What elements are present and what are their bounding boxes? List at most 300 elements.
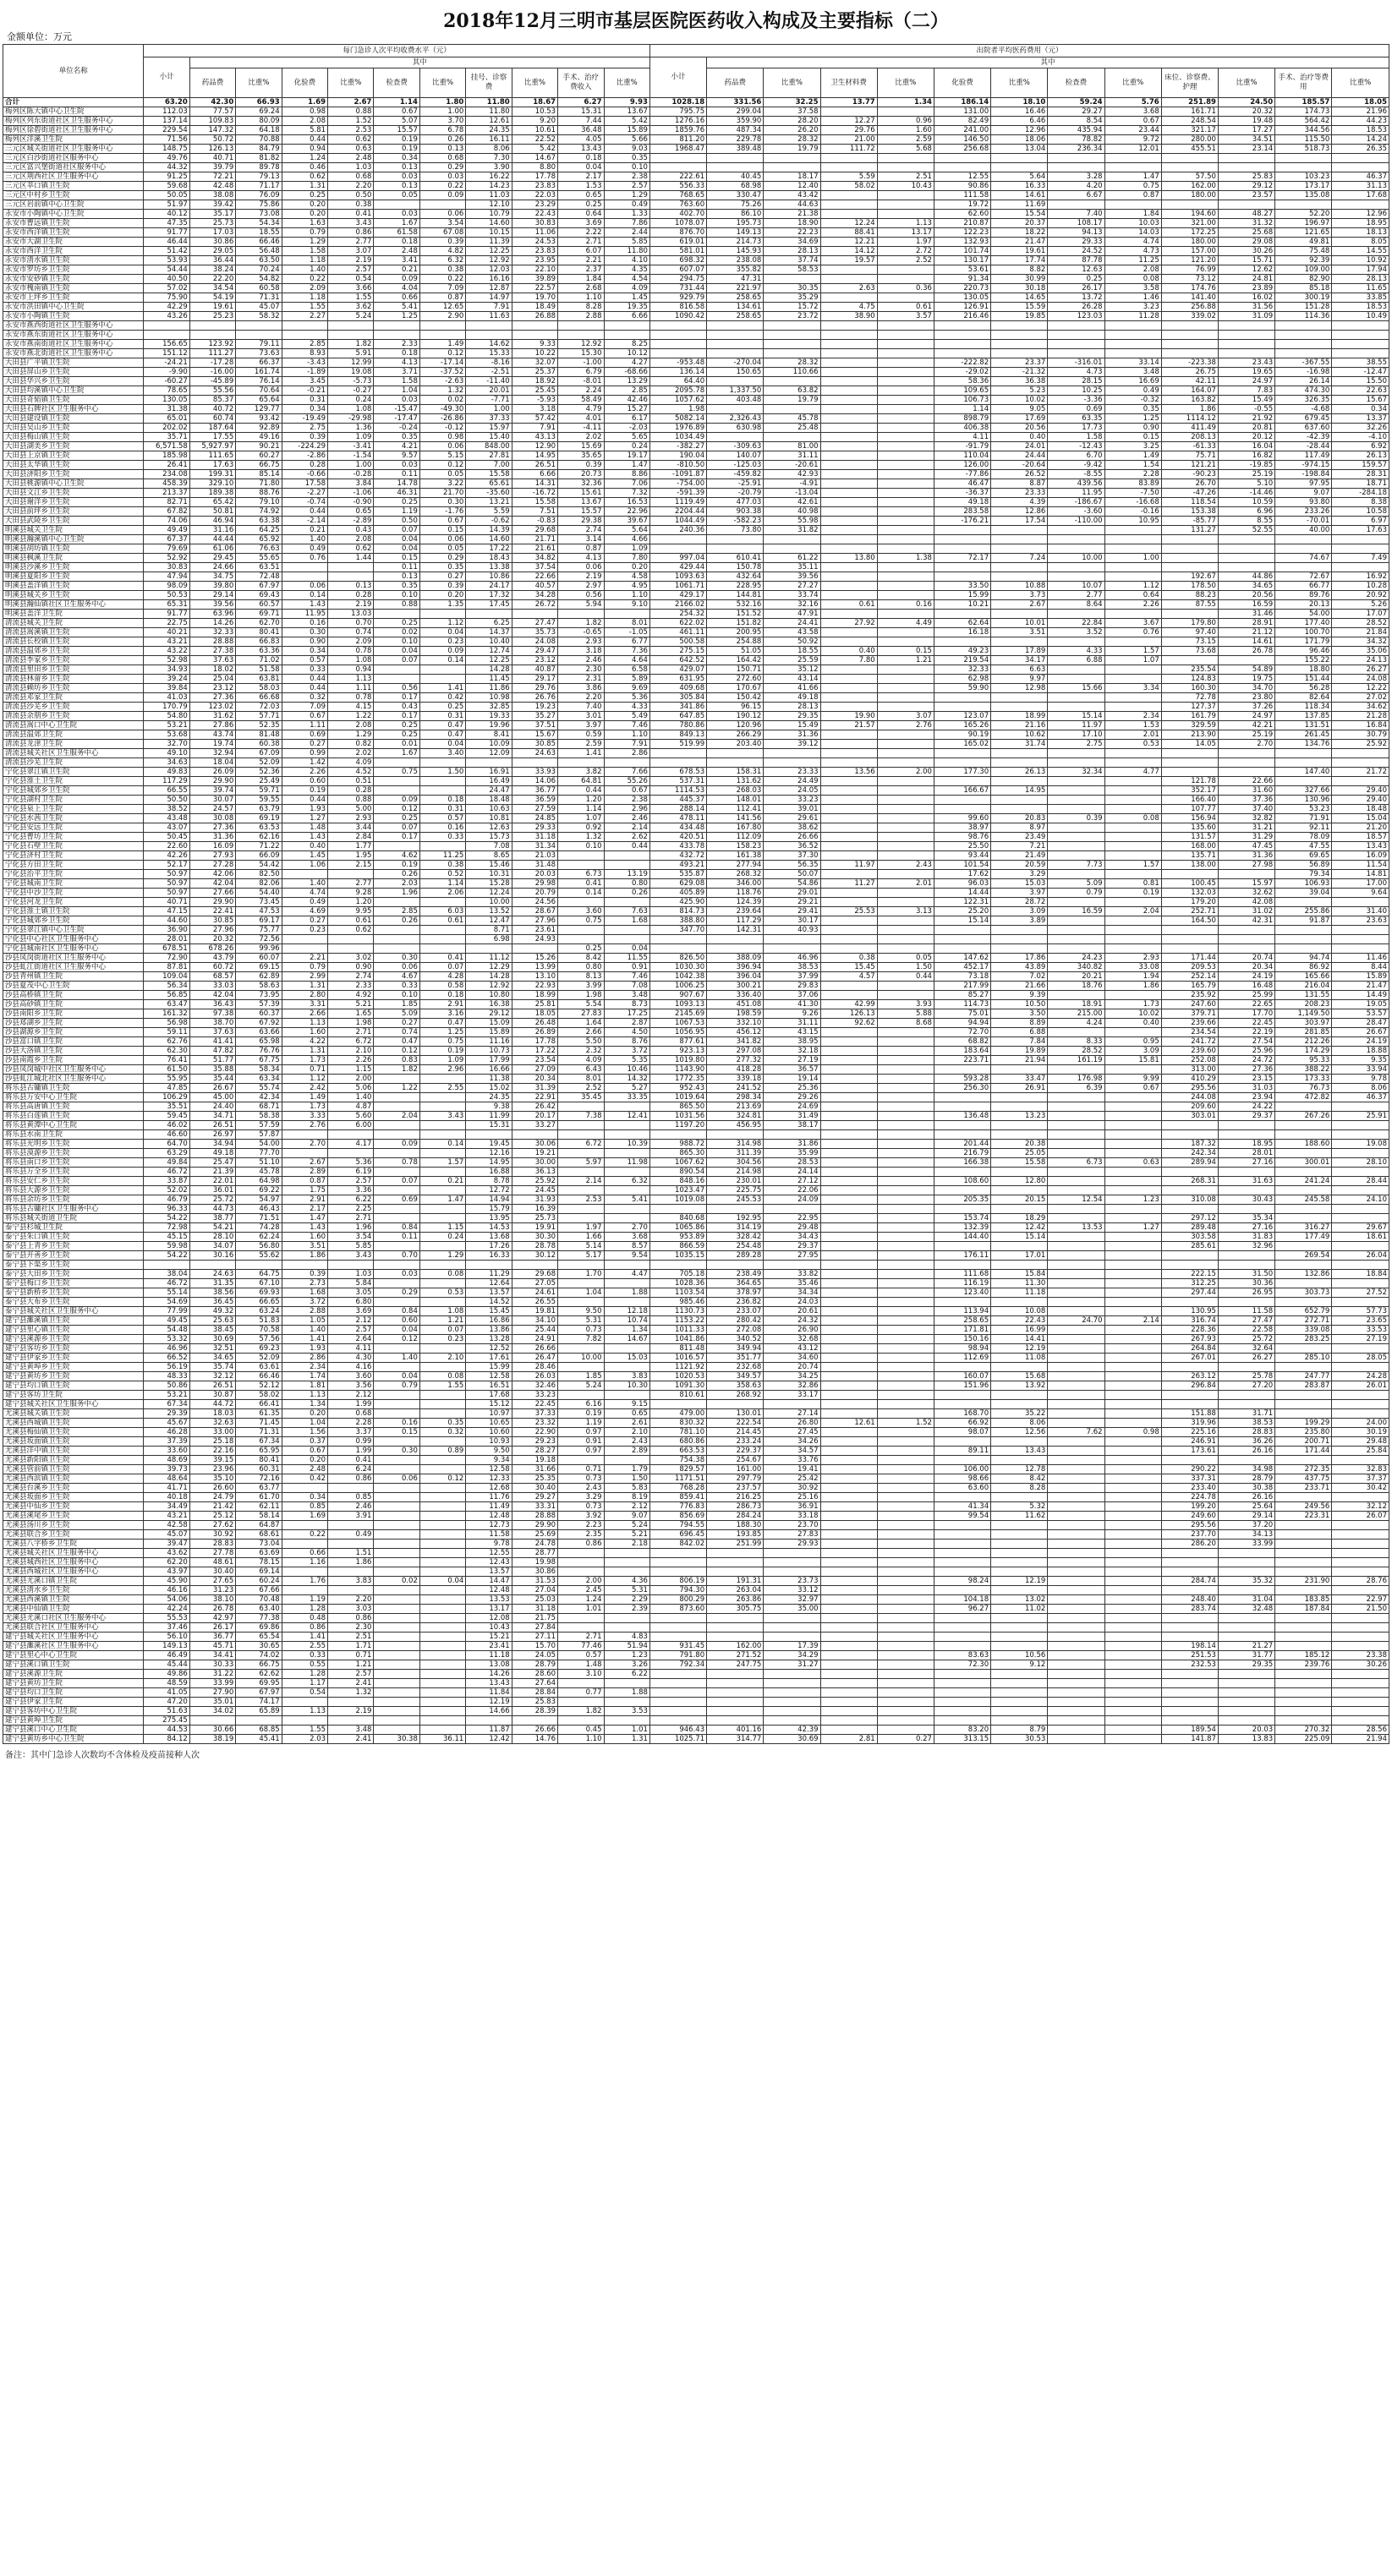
value-cell (1048, 823, 1104, 833)
value-cell: 2.10 (419, 1354, 465, 1363)
value-cell (1104, 1093, 1161, 1102)
value-cell: 0.41 (328, 1456, 374, 1465)
value-cell: 0.51 (328, 777, 374, 786)
unit-name-cell: 建宁县濉溪社区卫生服务中心 (3, 1642, 144, 1651)
value-cell: 93.44 (934, 851, 990, 861)
value-cell: 36.11 (419, 1735, 465, 1744)
table-row (3, 796, 1389, 805)
value-cell (558, 758, 604, 768)
value-cell: 10.92 (1332, 256, 1389, 265)
value-cell: 0.06 (419, 535, 465, 544)
value-cell (558, 1698, 604, 1707)
value-cell: 66.09 (236, 851, 282, 861)
value-cell: 13.77 (820, 98, 877, 107)
value-cell (707, 1400, 764, 1409)
value-cell: 0.33 (419, 833, 465, 842)
value-cell (820, 1530, 877, 1540)
value-cell (1104, 1242, 1161, 1251)
value-cell: 0.39 (282, 1270, 327, 1279)
value-cell (649, 1688, 706, 1698)
table-row (3, 1112, 1389, 1121)
value-cell: 0.11 (374, 1233, 419, 1242)
value-cell: 0.77 (558, 1688, 604, 1698)
table-row (3, 1567, 1389, 1577)
value-cell: 27.98 (1218, 861, 1274, 870)
value-cell (1048, 1121, 1104, 1130)
value-cell: -26.86 (419, 414, 465, 424)
value-cell: -12.47 (1332, 368, 1389, 377)
value-cell: 72.70 (934, 1028, 990, 1037)
value-cell (820, 1214, 877, 1223)
unit-name-cell: 清流县长校镇卫生院 (3, 637, 144, 647)
value-cell (1218, 758, 1274, 768)
value-cell: 1130.73 (649, 1307, 706, 1316)
value-cell (707, 1670, 764, 1679)
value-cell: 239.66 (1161, 1019, 1218, 1028)
value-cell: 0.13 (328, 582, 374, 591)
value-cell: 8.79 (991, 1726, 1048, 1735)
value-cell (1048, 675, 1104, 684)
value-cell: 535.87 (649, 870, 706, 879)
value-cell: 20.32 (189, 935, 235, 944)
value-cell (282, 1698, 327, 1707)
value-cell (328, 870, 374, 879)
value-cell (1332, 1679, 1389, 1688)
value-cell: 3.62 (328, 303, 374, 312)
table-row (3, 489, 1389, 498)
outpatient-col-header: 化验费 (282, 68, 327, 98)
value-cell: 1.29 (282, 238, 327, 247)
value-cell: 13.28 (466, 1335, 512, 1344)
value-cell: 8.33 (1048, 1037, 1104, 1047)
value-cell: 23.73 (764, 1577, 820, 1586)
value-cell: 69.24 (236, 107, 282, 117)
value-cell: 27.38 (189, 647, 235, 656)
value-cell (1048, 1670, 1104, 1679)
value-cell: 60.07 (236, 954, 282, 963)
value-cell: 44.60 (144, 916, 189, 926)
value-cell: 16.69 (1104, 377, 1161, 386)
value-cell: 73.04 (236, 1540, 282, 1549)
value-cell (1332, 1242, 1389, 1251)
value-cell: -2.63 (419, 377, 465, 386)
value-cell: 42.61 (764, 498, 820, 507)
value-cell: 1.68 (282, 1288, 327, 1298)
value-cell: 997.04 (649, 554, 706, 563)
value-cell: 3.97 (991, 889, 1048, 898)
value-cell: -316.01 (1048, 358, 1104, 368)
value-cell: 24.63 (189, 1270, 235, 1279)
value-cell: 297.12 (1161, 1214, 1218, 1223)
value-cell: 3.86 (558, 684, 604, 693)
value-cell: 988.72 (649, 1140, 706, 1149)
value-cell: 24.19 (1218, 972, 1274, 982)
value-cell: 2.22 (558, 228, 604, 238)
value-cell: 2.14 (604, 823, 649, 833)
value-cell (236, 1261, 282, 1270)
value-cell (1275, 1279, 1332, 1288)
value-cell: 48.33 (144, 1372, 189, 1381)
value-cell: 8.01 (604, 619, 649, 628)
value-cell: 27.14 (764, 1409, 820, 1419)
value-cell: 12.22 (1332, 684, 1389, 693)
table-row (3, 1028, 1389, 1037)
value-cell: 225.75 (707, 1186, 764, 1195)
value-cell: 34.82 (512, 554, 557, 563)
value-cell: 304.56 (707, 1158, 764, 1168)
value-cell: 237.57 (707, 1484, 764, 1493)
value-cell: 242.34 (1161, 1149, 1218, 1158)
value-cell (1161, 944, 1218, 954)
value-cell (649, 1679, 706, 1688)
value-cell: 0.20 (282, 1409, 327, 1419)
value-cell (1275, 1642, 1332, 1651)
value-cell: 87.81 (144, 963, 189, 972)
value-cell: 7.80 (604, 554, 649, 563)
value-cell: 19.17 (604, 451, 649, 461)
value-cell: 193.85 (707, 1530, 764, 1540)
value-cell: 0.33 (374, 982, 419, 991)
value-cell: 38.70 (189, 1019, 235, 1028)
value-cell (604, 1298, 649, 1307)
value-cell: 11.49 (466, 1502, 512, 1512)
value-cell (419, 1726, 465, 1735)
value-cell (934, 944, 990, 954)
value-cell (877, 935, 934, 944)
value-cell (649, 1623, 706, 1633)
value-cell (877, 740, 934, 749)
value-cell: 27.16 (1218, 1158, 1274, 1168)
value-cell: 0.61 (419, 916, 465, 926)
value-cell: 9.54 (604, 1251, 649, 1261)
value-cell: 4.28 (419, 972, 465, 982)
value-cell: 31.03 (1218, 1084, 1274, 1093)
unit-name-cell: 沙县大洛镇卫生院 (3, 1047, 144, 1056)
value-cell (419, 1214, 465, 1223)
value-cell: 29.27 (1048, 107, 1104, 117)
value-cell (649, 758, 706, 768)
value-cell (764, 535, 820, 544)
value-cell: 50.07 (764, 870, 820, 879)
unit-name-cell: 宁化县城南社区卫生服务中心 (3, 944, 144, 954)
value-cell: 54.89 (1218, 665, 1274, 675)
value-cell: 23.33 (991, 489, 1048, 498)
value-cell: 0.12 (374, 1335, 419, 1344)
value-cell (419, 1642, 465, 1651)
value-cell (1275, 1521, 1332, 1530)
value-cell: 13.10 (512, 972, 557, 982)
value-cell (374, 1242, 419, 1251)
value-cell: 0.86 (328, 1474, 374, 1484)
value-cell (877, 293, 934, 303)
value-cell (991, 758, 1048, 768)
value-cell: 34.02 (189, 1707, 235, 1716)
value-cell (877, 898, 934, 907)
value-cell: 0.53 (1104, 740, 1161, 749)
value-cell: 4.58 (604, 572, 649, 582)
value-cell: 40.21 (144, 628, 189, 637)
value-cell: 2.02 (558, 433, 604, 442)
value-cell: 30.66 (189, 1726, 235, 1735)
value-cell: 57.59 (236, 1121, 282, 1130)
value-cell: -29.02 (934, 368, 990, 377)
value-cell: 81.82 (236, 154, 282, 163)
value-cell: 0.90 (282, 637, 327, 647)
value-cell (764, 1707, 820, 1716)
value-cell: 14.95 (512, 451, 557, 461)
value-cell: 9.03 (604, 145, 649, 154)
value-cell (764, 1670, 820, 1679)
value-cell (604, 1214, 649, 1223)
value-cell: -0.55 (1218, 405, 1274, 414)
value-cell: 340.82 (1048, 963, 1104, 972)
value-cell (820, 489, 877, 498)
value-cell: 33.18 (764, 1512, 820, 1521)
value-cell: 12.48 (466, 1512, 512, 1521)
value-cell: 45.78 (764, 414, 820, 424)
value-cell (1104, 1726, 1161, 1735)
value-cell: 17.70 (1218, 1009, 1274, 1019)
value-cell (512, 944, 557, 954)
value-cell: 2.38 (604, 172, 649, 182)
value-cell: 187.64 (189, 424, 235, 433)
value-cell (1104, 703, 1161, 712)
value-cell: 113.94 (934, 1307, 990, 1316)
value-cell: 13.99 (512, 963, 557, 972)
value-cell: 0.05 (374, 191, 419, 200)
value-cell: 40.12 (144, 210, 189, 219)
value-cell: 62.20 (144, 1558, 189, 1567)
value-cell: 93.80 (1275, 498, 1332, 507)
value-cell: 12.78 (991, 1465, 1048, 1474)
value-cell: 148.01 (707, 796, 764, 805)
value-cell (820, 470, 877, 479)
value-cell (512, 1716, 557, 1726)
value-cell (1161, 1679, 1218, 1688)
value-cell: 18.95 (1218, 1140, 1274, 1149)
value-cell: 299.04 (707, 107, 764, 117)
value-cell: 0.17 (374, 833, 419, 842)
value-cell: 1.52 (328, 117, 374, 126)
unit-name-cell: 永安市燕北街道社区卫生服务中心 (3, 349, 144, 358)
value-cell: 43.21 (144, 1512, 189, 1521)
value-cell: 1.56 (282, 1428, 327, 1437)
value-cell: 1.00 (419, 107, 465, 117)
value-cell: 5.59 (820, 172, 877, 182)
value-cell: 57.87 (236, 1130, 282, 1140)
value-cell: 9.33 (512, 340, 557, 349)
value-cell (877, 405, 934, 414)
value-cell: 106.00 (934, 1465, 990, 1474)
value-cell: 0.38 (328, 200, 374, 210)
value-cell (934, 321, 990, 331)
value-cell (820, 870, 877, 879)
value-cell: 26.95 (1218, 1288, 1274, 1298)
value-cell: 0.19 (374, 145, 419, 154)
unit-name-cell: 沙县富口镇卫生院 (3, 1037, 144, 1047)
value-cell: 56.85 (144, 991, 189, 1000)
value-cell (934, 1093, 990, 1102)
value-cell: 45.78 (236, 1168, 282, 1177)
value-cell: 0.17 (374, 712, 419, 721)
value-cell: 300.21 (707, 982, 764, 991)
value-cell: 22.58 (1218, 1326, 1274, 1335)
value-cell: 12.58 (466, 1372, 512, 1381)
value-cell: 1.85 (374, 1000, 419, 1009)
value-cell: 3.97 (558, 721, 604, 730)
value-cell: 18.99 (991, 712, 1048, 721)
value-cell: 32.16 (764, 600, 820, 610)
value-cell: 1056.95 (649, 1028, 706, 1037)
value-cell: 14.28 (466, 972, 512, 982)
value-cell: 2.86 (282, 1354, 327, 1363)
value-cell: 270.32 (1275, 1726, 1332, 1735)
table-row (3, 1688, 1389, 1698)
value-cell: 111.68 (934, 1270, 990, 1279)
value-cell: 11.02 (991, 1605, 1048, 1614)
value-cell: 27.66 (189, 889, 235, 898)
value-cell: 2.17 (282, 1205, 327, 1214)
value-cell: -367.55 (1275, 358, 1332, 368)
value-cell (820, 461, 877, 470)
value-cell: 23.15 (1218, 1075, 1274, 1084)
value-cell (1048, 898, 1104, 907)
value-cell: 2.01 (1104, 730, 1161, 740)
value-cell: 349.94 (707, 1344, 764, 1354)
value-cell (1218, 1558, 1274, 1567)
value-cell: 38.24 (189, 265, 235, 275)
value-cell: 223.71 (934, 1056, 990, 1065)
unit-name-cell: 建宁县客坊卫生院 (3, 1391, 144, 1400)
value-cell: 263.04 (707, 1586, 764, 1595)
table-row (3, 944, 1389, 954)
value-cell: 0.31 (419, 712, 465, 721)
value-cell (1104, 842, 1161, 851)
value-cell (1218, 544, 1274, 554)
value-cell (1048, 1735, 1104, 1744)
value-cell: 258.65 (707, 293, 764, 303)
value-cell: 298.34 (707, 1093, 764, 1102)
value-cell: 0.08 (419, 1372, 465, 1381)
value-cell: 72.90 (144, 954, 189, 963)
value-cell: 402.70 (649, 210, 706, 219)
value-cell: 9.72 (1104, 135, 1161, 145)
value-cell: 20.56 (1218, 591, 1274, 600)
value-cell: 53.21 (144, 1391, 189, 1400)
value-cell: 66.55 (144, 786, 189, 796)
value-cell: 1.84 (558, 275, 604, 284)
value-cell (820, 1391, 877, 1400)
value-cell: 6.32 (604, 1177, 649, 1186)
value-cell: 79.10 (236, 498, 282, 507)
value-cell: 32.18 (764, 1047, 820, 1056)
value-cell (604, 610, 649, 619)
value-cell: 6.24 (328, 1465, 374, 1474)
value-cell: 406.38 (934, 424, 990, 433)
value-cell: 11.65 (1332, 284, 1389, 293)
value-cell (934, 1707, 990, 1716)
value-cell: 12.01 (1104, 145, 1161, 154)
value-cell: 3.67 (1104, 619, 1161, 628)
value-cell: 2.17 (558, 172, 604, 182)
value-cell (991, 1530, 1048, 1540)
value-cell: 68.82 (934, 1037, 990, 1047)
value-cell (820, 1037, 877, 1047)
value-cell: 236.34 (1048, 145, 1104, 154)
value-cell (707, 340, 764, 349)
value-cell: 27.93 (189, 851, 235, 861)
value-cell: 305.84 (649, 693, 706, 703)
unit-name-cell: 大田县广平镇卫生院 (3, 358, 144, 368)
value-cell: 29.12 (1218, 182, 1274, 191)
value-cell (1104, 1493, 1161, 1502)
value-cell: 20.03 (512, 870, 557, 879)
value-cell (419, 1633, 465, 1642)
value-cell: 0.20 (419, 591, 465, 600)
outpatient-col-header: 检查费 (374, 68, 419, 98)
value-cell: 27.36 (189, 823, 235, 833)
value-cell (1332, 1205, 1389, 1214)
value-cell (1332, 758, 1389, 768)
value-cell (820, 1084, 877, 1093)
value-cell: 8.93 (282, 349, 327, 358)
value-cell: 158.23 (707, 842, 764, 851)
value-cell (877, 517, 934, 526)
value-cell (1048, 842, 1104, 851)
value-cell: 0.13 (419, 145, 465, 154)
value-cell (1048, 786, 1104, 796)
value-cell: 19.74 (189, 740, 235, 749)
value-cell (820, 814, 877, 823)
value-cell: 2.75 (1048, 740, 1104, 749)
value-cell: 0.05 (877, 954, 934, 963)
value-cell: 2.12 (604, 1502, 649, 1512)
value-cell: 2.57 (328, 265, 374, 275)
value-cell (1332, 154, 1389, 163)
value-cell: 47.31 (707, 275, 764, 284)
value-cell: 1019.64 (649, 1093, 706, 1102)
value-cell (1218, 870, 1274, 879)
value-cell (1104, 1279, 1161, 1288)
value-cell: 17.00 (1332, 879, 1389, 889)
value-cell: 72.48 (236, 572, 282, 582)
value-cell: 27.28 (189, 861, 235, 870)
value-cell (328, 1540, 374, 1549)
value-cell: 45.90 (144, 1577, 189, 1586)
value-cell (764, 405, 820, 414)
inpatient-col-header: 检查费 (1048, 68, 1104, 98)
value-cell: 1.48 (282, 823, 327, 833)
value-cell: 478.11 (649, 814, 706, 823)
value-cell (991, 1186, 1048, 1195)
value-cell: 7.32 (604, 489, 649, 498)
value-cell: 251.99 (707, 1540, 764, 1549)
unit-name-cell: 泰宁县新桥乡卫生院 (3, 1288, 144, 1298)
value-cell: 92.39 (1275, 256, 1332, 265)
value-cell: 29.45 (189, 554, 235, 563)
value-cell: 205.35 (934, 1195, 990, 1205)
value-cell: 17.69 (991, 414, 1048, 424)
value-cell: 42.30 (189, 98, 235, 107)
value-cell: 1.94 (1104, 972, 1161, 982)
value-cell (1218, 1130, 1274, 1140)
value-cell: 5.21 (328, 1000, 374, 1009)
value-cell: 1.86 (1104, 982, 1161, 991)
value-cell (1048, 1679, 1104, 1688)
value-cell (877, 1326, 934, 1335)
value-cell (877, 665, 934, 675)
unit-name-cell: 大田县上京镇卫生院 (3, 451, 144, 461)
